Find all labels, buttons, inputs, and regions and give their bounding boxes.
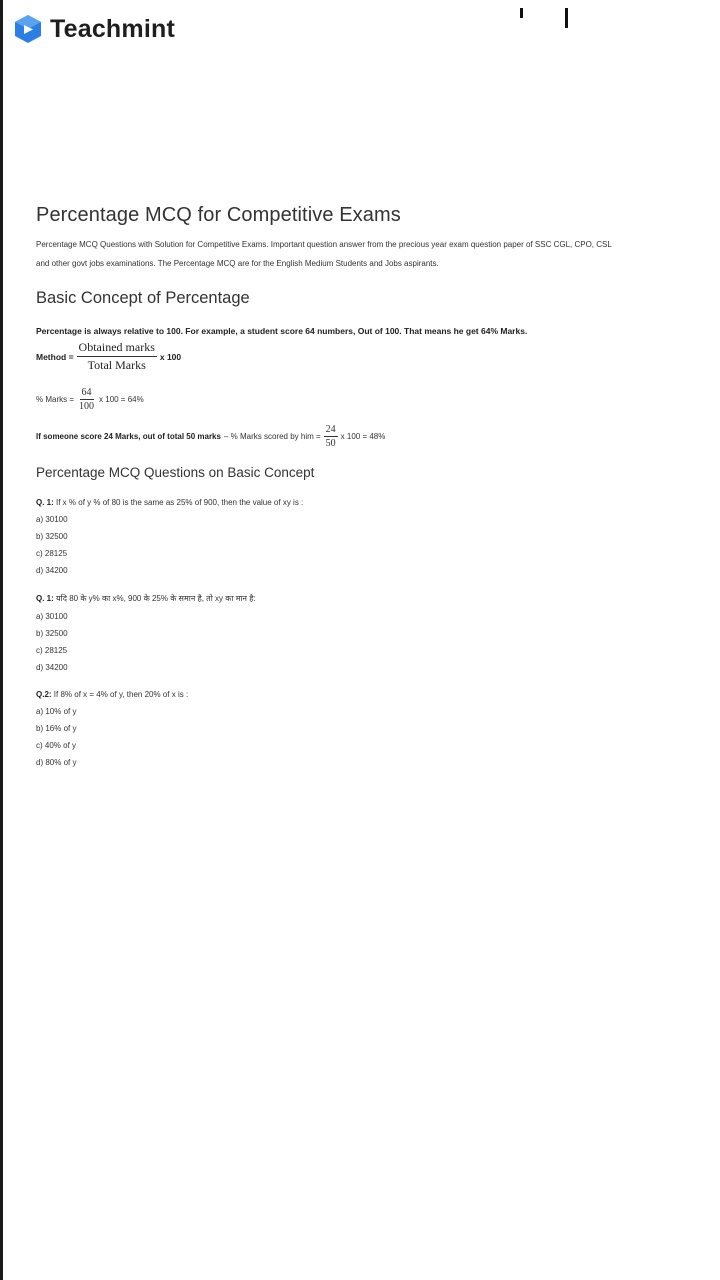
method-suffix: x 100	[159, 351, 182, 362]
document-body	[36, 204, 676, 767]
question-body: If x % of y % of 80 is the same as 25% of 900, then the value of xy is :	[56, 498, 304, 507]
question-text	[36, 498, 676, 507]
answer-option: c) 40% of y	[36, 741, 77, 750]
status-mark	[565, 8, 568, 28]
question-body: If 8% of x = 4% of y, then 20% of x is :	[53, 690, 189, 699]
score-example-bold: If someone score 24 Marks, out of total 50 marks	[36, 432, 221, 441]
score-example	[36, 424, 676, 449]
question-block	[36, 690, 676, 767]
answer-option: c) 28125	[36, 646, 68, 655]
left-edge-border	[0, 0, 3, 1280]
basic-concept-statement: Percentage is always relative to 100. For example, a student score 64 numbers, Out of 100. That means he get 64% Marks.	[36, 326, 528, 336]
question-number: Q.2:	[36, 690, 52, 699]
fraction-denominator: 50	[325, 438, 336, 449]
brand-header[interactable]	[14, 14, 175, 44]
question-number: Q. 1:	[36, 594, 54, 603]
score-example-suffix: x 100 = 48%	[340, 432, 386, 441]
method-fraction	[77, 340, 157, 373]
answer-option: b) 16% of y	[36, 724, 77, 733]
answer-option: a) 30100	[36, 515, 68, 524]
fraction-denominator: Total Marks	[87, 358, 146, 372]
teachmint-logo-icon	[14, 14, 42, 44]
answer-option: c) 28125	[36, 549, 68, 558]
intro-paragraph: Percentage MCQ Questions with Solution for Competitive Exams. Important question answer from the precious year exam question paper of SSC CGL, CPO, CSL and other govt jobs examinations. The Percentage MCQ are for the English Medium Students and Jobs aspirants.	[36, 240, 612, 268]
question-number: Q. 1:	[36, 498, 54, 507]
score-example-text: – % Marks scored by him =	[223, 432, 321, 441]
question-text	[36, 593, 676, 604]
question-block	[36, 498, 676, 575]
score-fraction	[324, 424, 338, 449]
method-formula	[36, 340, 676, 373]
question-body: यदि 80 के y% का x%, 900 के 25% के समान है, तो xy का मान है:	[56, 594, 256, 603]
question-text	[36, 690, 676, 699]
status-mark	[520, 8, 523, 18]
method-label: Method =	[36, 351, 74, 362]
basic-concept-heading: Basic Concept of Percentage	[36, 289, 250, 307]
percent-marks-example	[36, 387, 676, 412]
answer-option: d) 80% of y	[36, 758, 77, 767]
answer-option: d) 34200	[36, 663, 68, 672]
fraction-numerator: Obtained marks	[77, 340, 157, 357]
example-label: % Marks =	[36, 395, 75, 404]
answer-option: d) 34200	[36, 566, 68, 575]
answer-option: a) 30100	[36, 612, 68, 621]
answer-option: b) 32500	[36, 629, 68, 638]
answer-option: b) 32500	[36, 532, 68, 541]
mcq-heading: Percentage MCQ Questions on Basic Concept	[36, 465, 315, 480]
brand-name: Teachmint	[50, 14, 175, 43]
fraction-numerator: 64	[81, 387, 92, 398]
example-suffix: x 100 = 64%	[99, 395, 144, 404]
question-block	[36, 593, 676, 672]
answer-option: a) 10% of y	[36, 707, 77, 716]
document-title: Percentage MCQ for Competitive Exams	[36, 204, 401, 226]
example-fraction	[77, 387, 96, 412]
fraction-denominator: 100	[79, 401, 95, 412]
fraction-numerator: 24	[325, 424, 336, 435]
